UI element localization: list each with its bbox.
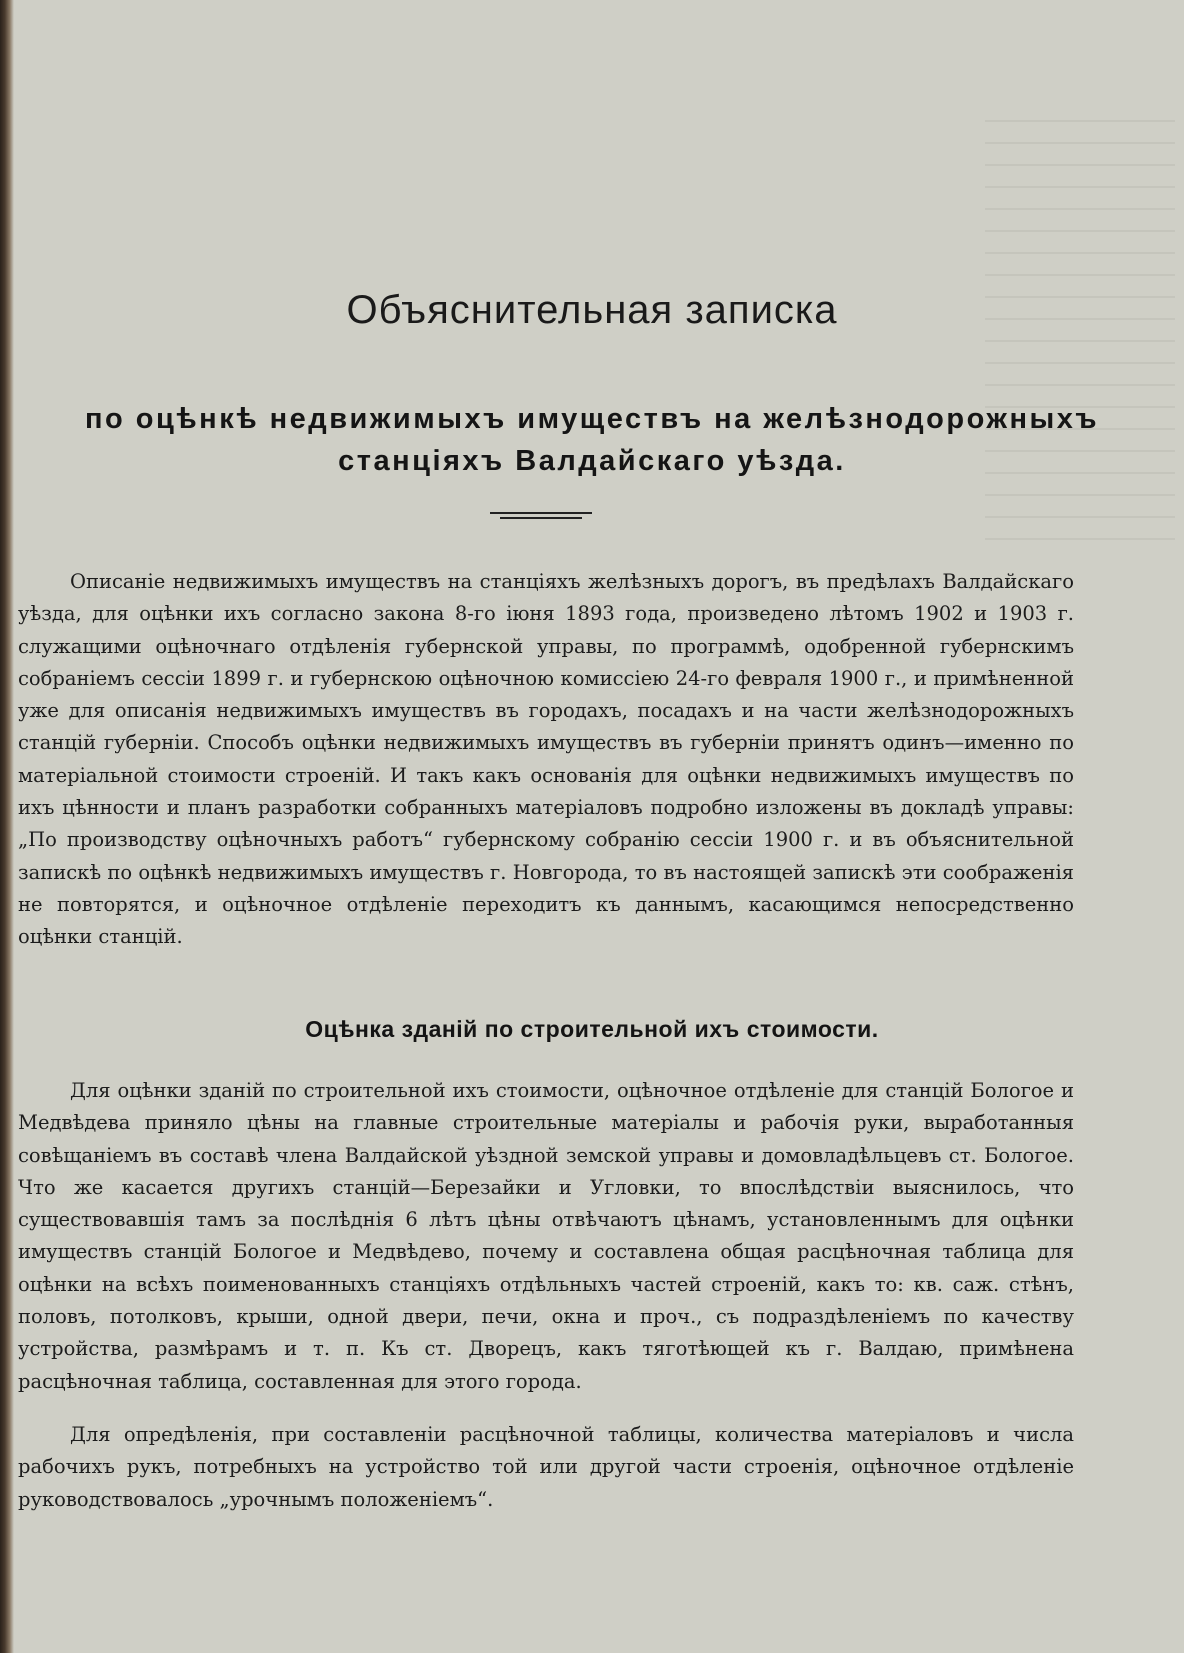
- section-paragraph-1: Для оцѣнки зданій по строительной ихъ стоимости, оцѣночное отдѣленіе для станцій Бологое и Медвѣдева приняло цѣны на главные строительные матеріалы и рабочія руки, выработанныя совѣщаніемъ въ составѣ члена Валдайской уѣздной земской управы и домовладѣльцевъ ст. Бологое. Что же касается другихъ станцій—Березайки и Угловки, то впослѣдствіи выяснилось, что существовавшія тамъ за послѣднія 6 лѣтъ цѣны отвѣчаютъ цѣнамъ, установленнымъ для оцѣнки имуществъ станцій Бологое и Медвѣдево, почему и составлена общая расцѣночная таблица для оцѣнки на всѣхъ поименованныхъ станціяхъ отдѣльныхъ частей строеній, какъ то: кв. саж. стѣнъ, половъ, потолковъ, крыши, одной двери, печи, окна и проч., съ подраздѣленіемъ по качеству устройства, размѣрамъ и т. п. Къ ст. Дворецъ, какъ тяготѣющей къ г. Валдаю, примѣнена расцѣночная таблица, составленная для этого города.: [18, 1079, 1074, 1393]
- section-paragraph-2: Для опредѣленія, при составленіи расцѣночной таблицы, количества матеріаловъ и числа рабочихъ рукъ, потребныхъ на устройство той или другой части строенія, оцѣночное отдѣленіе руководствовалось „урочнымъ положеніемъ“.: [18, 1423, 1074, 1511]
- document-subtitle: по оцѣнкѣ недвижимыхъ имуществъ на желѣзнодорожныхъ станціяхъ Валдайскаго уѣзда.: [84, 403, 1100, 477]
- intro-paragraph: Описаніе недвижимыхъ имуществъ на станціяхъ желѣзныхъ дорогъ, въ предѣлахъ Валдайскаго уѣзда, для оцѣнки ихъ согласно закона 8-го іюня 1893 года, произведено лѣтомъ 1902 и 1903 г. служащими оцѣночнаго отдѣленія губернской управы, по программѣ, одобренной губернскимъ собраніемъ сессіи 1899 г. и губернскою оцѣночною комиссіею 24-го февраля 1900 г., и примѣненной уже для описанія недвижимыхъ имуществъ въ городахъ, посадахъ и на части желѣзнодорожныхъ станцій губерніи. Способъ оцѣнки недвижимыхъ имуществъ въ губерніи принятъ одинъ—именно по матеріальной стоимости строеній. И такъ какъ основанія для оцѣнки недвижимыхъ имуществъ по ихъ цѣнности и планъ разработки собранныхъ матеріаловъ подробно изложены въ докладѣ управы: „По производству оцѣночныхъ работъ“ губернскому собранію сессіи 1900 г. и въ объяснительной запискѣ по оцѣнкѣ недвижимыхъ имуществъ г. Новгорода, то въ настоящей запискѣ эти соображенія не повторятся, и оцѣночное отдѣленіе переходитъ къ даннымъ, касающимся непосредственно оцѣнки станцій.: [18, 570, 1074, 949]
- title-divider-ornament: [490, 512, 592, 520]
- section-heading: Оцѣнка зданій по строительной ихъ стоимости.: [305, 1016, 879, 1042]
- document-title: Объяснительная записка: [346, 288, 838, 332]
- page-binding-edge: [0, 0, 14, 1653]
